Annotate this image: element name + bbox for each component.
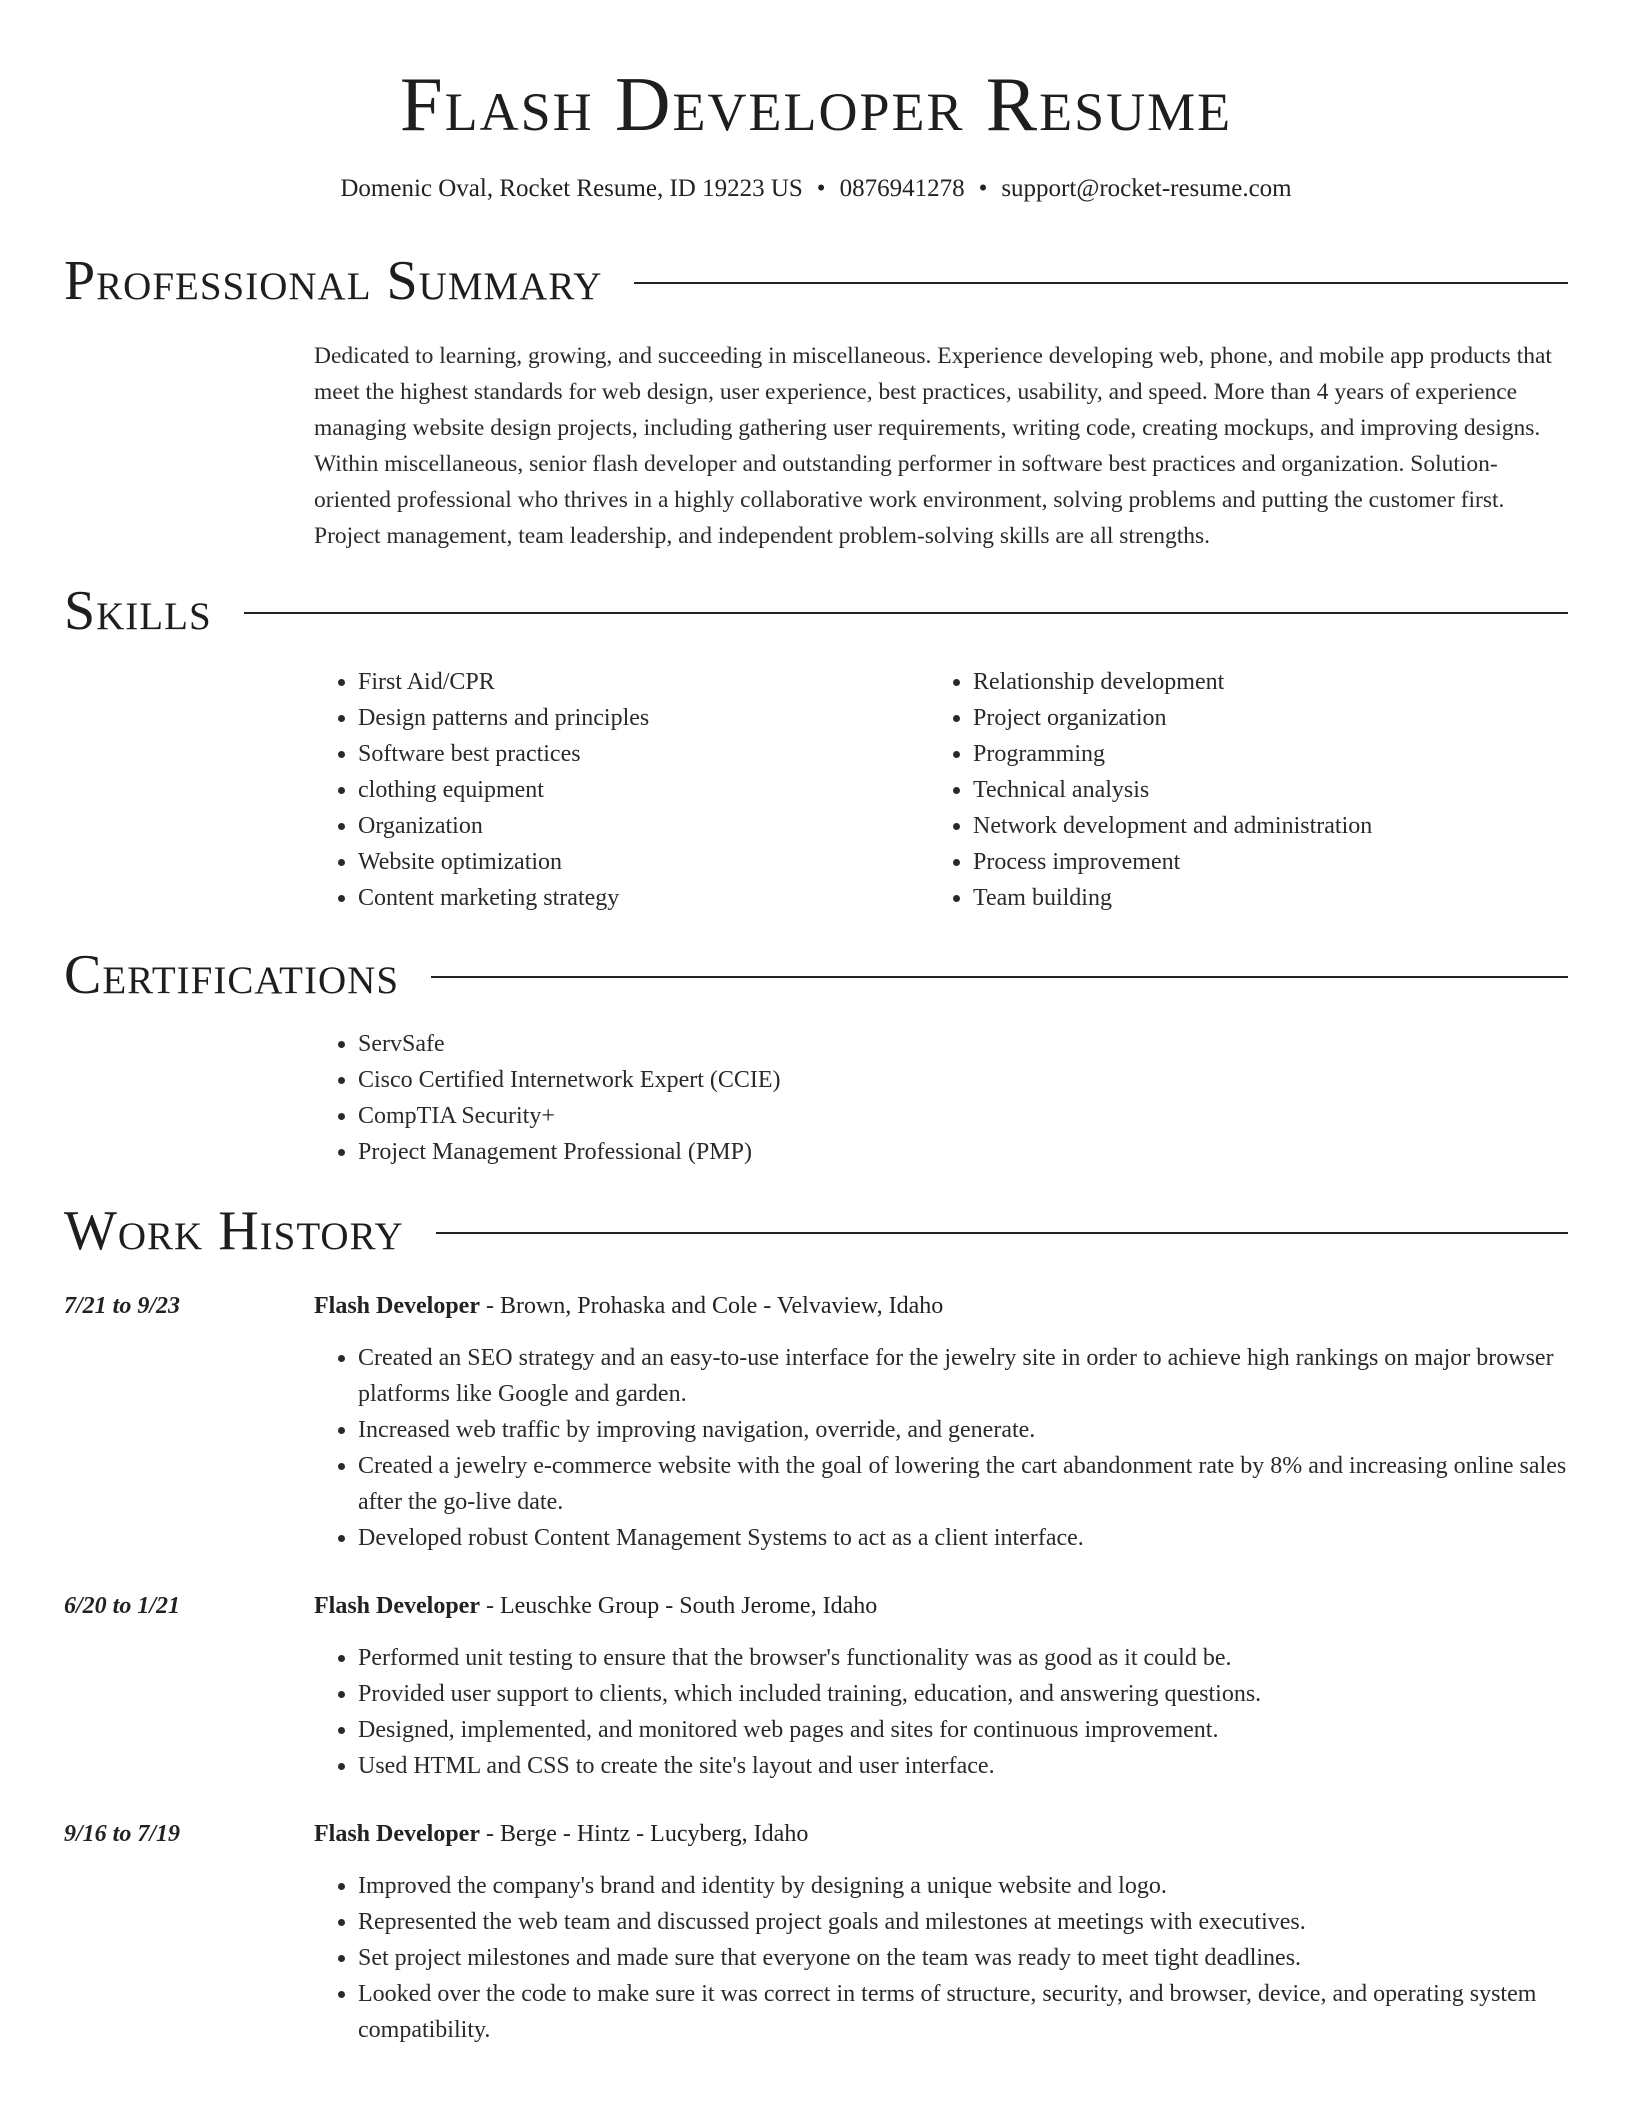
certification-item: • Project Management Professional (PMP) bbox=[358, 1134, 1568, 1170]
summary-section-header bbox=[64, 246, 1568, 316]
section-divider bbox=[634, 282, 1568, 284]
job-role: Flash Developer bbox=[314, 1821, 480, 1847]
job-dates: 7/21 to 9/23 bbox=[64, 1293, 181, 1319]
job-title-line bbox=[314, 1588, 877, 1624]
job-details: - Berge - Hintz - Lucyberg, Idaho bbox=[479, 1821, 809, 1847]
contact-line bbox=[64, 172, 1568, 206]
certification-item: • CompTIA Security+ bbox=[358, 1098, 1568, 1134]
contact-separator: • bbox=[816, 175, 826, 202]
summary-text: Dedicated to learning, growing, and succeeding in miscellaneous. Experience developing web, phone, and mobile app products that meet the highest standards for web design, user experience, best practices, usability, and speed. More than 4 years of experience managing website design projects, including gathering user requirements, writing code, creating mockups, and improving designs. Within miscellaneous, senior flash developer and outstanding performer in software best practices and organization. Solution-oriented professional who thrives in a highly collaborative work environment, solving problems and putting the customer first. Project management, team leadership, and independent problem-solving skills are all strengths. bbox=[314, 343, 1552, 549]
skill-item: • Programming bbox=[973, 736, 1544, 772]
contact-phone: 0876941278 bbox=[839, 175, 965, 202]
skills-section-header bbox=[64, 576, 1568, 646]
job-bullet: • Designed, implemented, and monitored web pages and sites for continuous improvement. bbox=[358, 1712, 1568, 1748]
job-bullet: • Created an SEO strategy and an easy-to-use interface for the jewelry site in order to achieve high rankings on major browser platforms like Google and garden. bbox=[358, 1340, 1568, 1412]
skills-heading: Skills bbox=[64, 580, 212, 642]
skill-item: • Network development and administration bbox=[973, 808, 1544, 844]
skill-item: • First Aid/CPR bbox=[358, 664, 929, 700]
job-bullet: • Represented the web team and discussed project goals and milestones at meetings with executives. bbox=[358, 1904, 1568, 1940]
job-details: - Leuschke Group - South Jerome, Idaho bbox=[479, 1593, 878, 1619]
section-divider bbox=[244, 612, 1568, 614]
job-entry bbox=[64, 1288, 1568, 1324]
job-details: - Brown, Prohaska and Cole - Velvaview, Idaho bbox=[479, 1293, 944, 1319]
work-section-header bbox=[64, 1196, 1568, 1266]
section-divider bbox=[436, 1232, 1568, 1234]
job-bullet: • Provided user support to clients, which included training, education, and answering questions. bbox=[358, 1676, 1568, 1712]
certifications-section-header bbox=[64, 940, 1568, 1010]
certifications-heading: Certifications bbox=[64, 944, 400, 1006]
job-bullets bbox=[314, 1868, 1568, 2048]
certifications-list bbox=[314, 1026, 1568, 1170]
skill-item: • Relationship development bbox=[973, 664, 1544, 700]
job-bullet: • Increased web traffic by improving navigation, override, and generate. bbox=[358, 1412, 1568, 1448]
skills-column-right bbox=[929, 664, 1544, 916]
work-heading: Work History bbox=[64, 1200, 404, 1262]
job-bullet: • Set project milestones and made sure that everyone on the team was ready to meet tight deadlines. bbox=[358, 1940, 1568, 1976]
job-bullet: • Created a jewelry e-commerce website with the goal of lowering the cart abandonment rate by 8% and increasing online sales after the go-live date. bbox=[358, 1448, 1568, 1520]
job-role: Flash Developer bbox=[314, 1593, 480, 1619]
skills-column-left bbox=[314, 664, 929, 916]
job-bullet: • Performed unit testing to ensure that the browser's functionality was as good as it could be. bbox=[358, 1640, 1568, 1676]
job-dates: 6/20 to 1/21 bbox=[64, 1593, 181, 1619]
certification-item: • Cisco Certified Internetwork Expert (CCIE) bbox=[358, 1062, 1568, 1098]
skill-item: • clothing equipment bbox=[358, 772, 929, 808]
skill-item: • Team building bbox=[973, 880, 1544, 916]
job-bullet: • Looked over the code to make sure it was correct in terms of structure, security, and browser, device, and operating system compatibility. bbox=[358, 1976, 1568, 2048]
job-bullets bbox=[314, 1340, 1568, 1556]
job-bullet: • Developed robust Content Management Systems to act as a client interface. bbox=[358, 1520, 1568, 1556]
contact-address: Domenic Oval, Rocket Resume, ID 19223 US bbox=[340, 175, 803, 202]
resume-title: Flash Developer Resume bbox=[399, 61, 1233, 147]
skill-item: • Software best practices bbox=[358, 736, 929, 772]
skill-item: • Design patterns and principles bbox=[358, 700, 929, 736]
skill-item: • Technical analysis bbox=[973, 772, 1544, 808]
job-title-line bbox=[314, 1288, 943, 1324]
job-bullets bbox=[314, 1640, 1568, 1784]
summary-heading: Professional Summary bbox=[64, 250, 603, 312]
job-role: Flash Developer bbox=[314, 1293, 480, 1319]
contact-separator: • bbox=[978, 175, 988, 202]
skill-item: • Organization bbox=[358, 808, 929, 844]
job-bullet: • Used HTML and CSS to create the site's layout and user interface. bbox=[358, 1748, 1568, 1784]
skill-item: • Process improvement bbox=[973, 844, 1544, 880]
skill-item: • Project organization bbox=[973, 700, 1544, 736]
job-entry bbox=[64, 1816, 1568, 1852]
job-entry bbox=[64, 1588, 1568, 1624]
skills-list bbox=[314, 664, 1568, 916]
job-title-line bbox=[314, 1816, 808, 1852]
contact-email: support@rocket-resume.com bbox=[1001, 175, 1292, 202]
section-divider bbox=[431, 976, 1568, 978]
job-bullet: • Improved the company's brand and identity by designing a unique website and logo. bbox=[358, 1868, 1568, 1904]
certification-item: • ServSafe bbox=[358, 1026, 1568, 1062]
skill-item: • Content marketing strategy bbox=[358, 880, 929, 916]
skill-item: • Website optimization bbox=[358, 844, 929, 880]
job-dates: 9/16 to 7/19 bbox=[64, 1821, 181, 1847]
